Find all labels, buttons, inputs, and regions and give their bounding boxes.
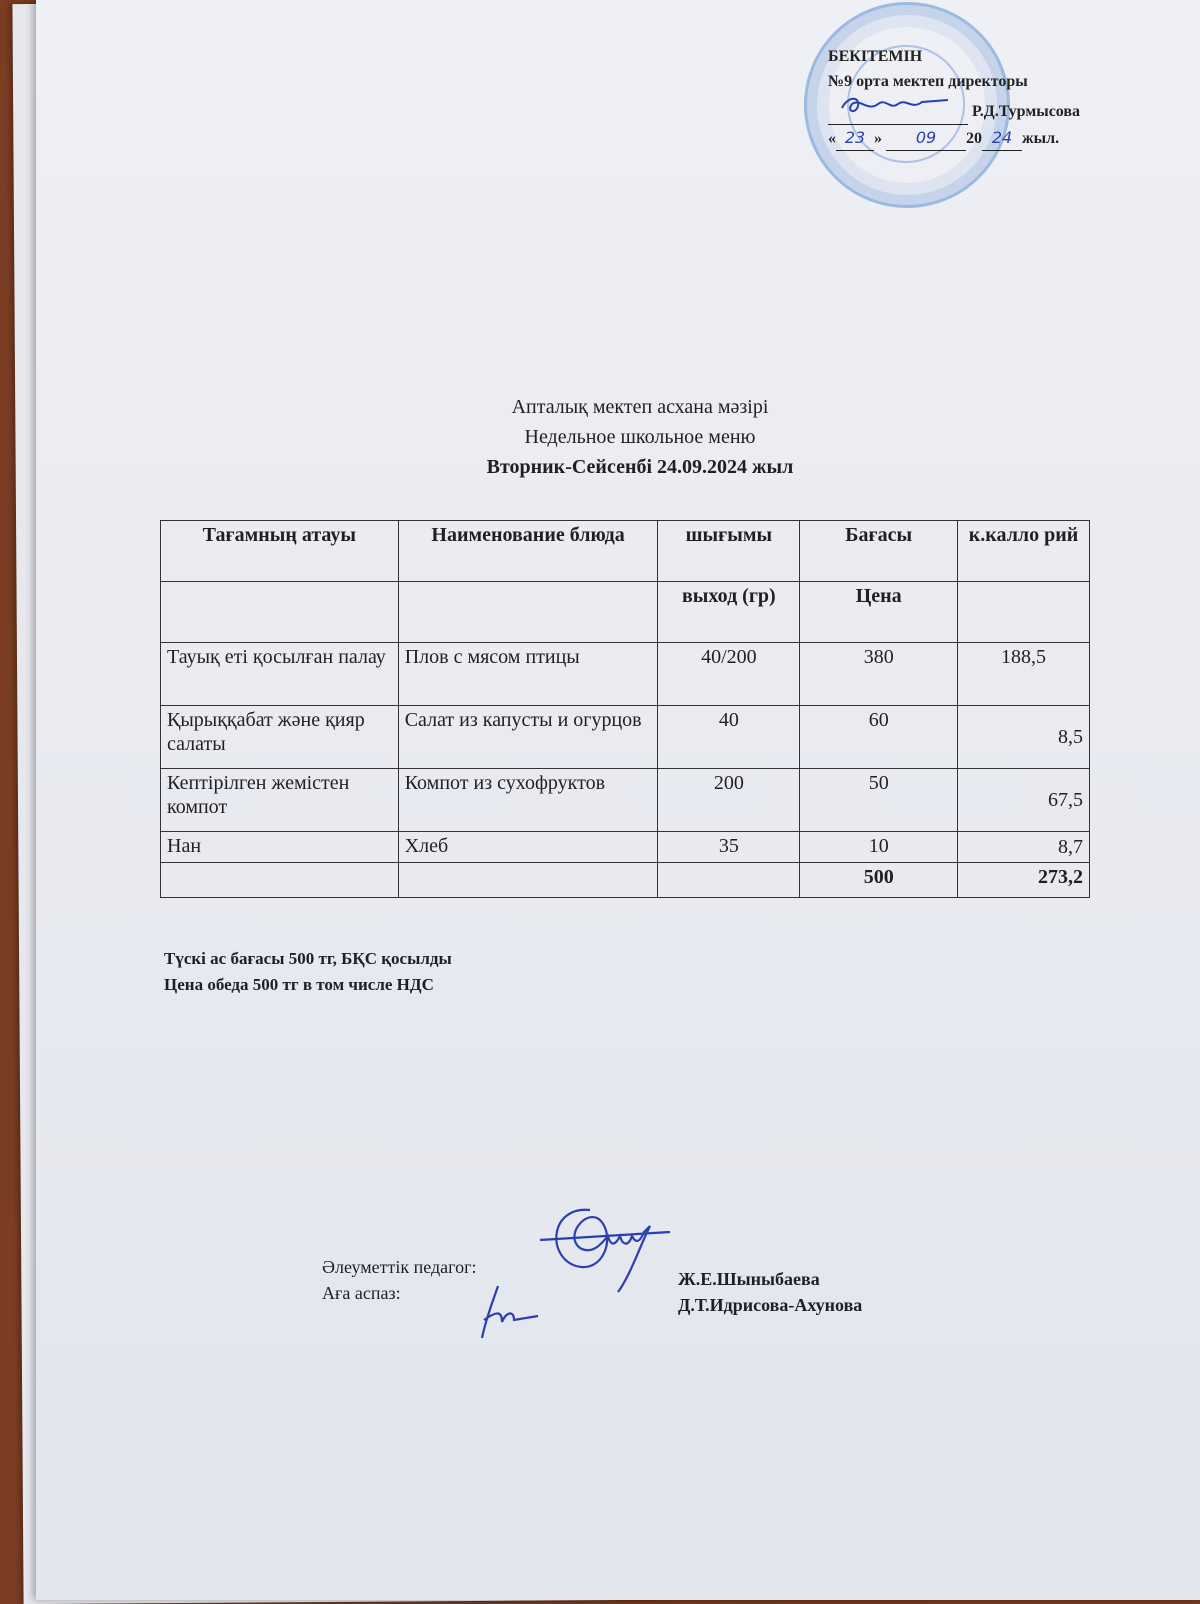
subheader-cell: [398, 582, 658, 643]
dish-price: 10: [800, 832, 958, 863]
dish-name-kz: Нан: [161, 832, 399, 863]
name-head-cook: Д.Т.Идрисова-Ахунова: [678, 1295, 863, 1315]
table-subheader-row: [161, 582, 1090, 643]
total-empty-cell: [398, 863, 658, 898]
dish-output: 40/200: [658, 643, 800, 706]
total-price: 500: [800, 863, 958, 898]
dish-output: 40: [658, 706, 800, 769]
dish-kcal: 8,5: [958, 706, 1090, 769]
signature-names: [678, 1266, 862, 1318]
role-social-pedagogue: Әлеуметтік педагог:: [322, 1257, 477, 1277]
date-year-suffix: жыл.: [1022, 130, 1060, 147]
date-close-quote: »: [874, 130, 882, 147]
dish-name-ru: Салат из капусты и огурцов: [398, 706, 658, 769]
date-year-prefix: 20: [966, 130, 982, 147]
head-cook-signature: [468, 1282, 558, 1342]
total-empty-cell: [161, 863, 399, 898]
subheader-cell: Цена: [800, 582, 958, 643]
header-cell: Бағасы: [800, 521, 958, 582]
title-kazakh: Апталық мектеп асхана мәзірі: [511, 396, 769, 418]
role-head-cook: Аға аспаз:: [322, 1283, 401, 1303]
dish-output: 35: [658, 832, 800, 863]
date-open-quote: «: [828, 130, 836, 147]
menu-titles: [160, 392, 1120, 482]
subheader-cell: [161, 582, 399, 643]
name-social-pedagogue: Ж.Е.Шыныбаева: [678, 1269, 820, 1289]
dish-name-ru: Плов с мясом птицы: [398, 643, 658, 706]
date-year: 24: [982, 125, 1022, 151]
menu-date: Вторник-Сейсенбі 24.09.2024 жыл: [486, 456, 794, 478]
director-signature: [838, 94, 958, 116]
header-cell: Наименование блюда: [398, 521, 658, 582]
date-month: 09: [886, 125, 966, 151]
approval-director-line: [828, 94, 1080, 125]
total-kcal: 273,2: [958, 863, 1090, 898]
approval-position: №9 орта мектеп директоры: [828, 73, 1028, 90]
table-total-row: [161, 863, 1090, 898]
approval-block: [828, 44, 1080, 151]
price-note-ru: Цена обеда 500 тг в том числе НДС: [164, 975, 434, 994]
title-russian: Недельное школьное меню: [524, 426, 756, 448]
dish-name-ru: Компот из сухофруктов: [398, 769, 658, 832]
approval-heading: БЕКІТЕМІН: [828, 48, 923, 65]
dish-output: 200: [658, 769, 800, 832]
header-cell: Тағамның атауы: [161, 521, 399, 582]
dish-kcal: 67,5: [958, 769, 1090, 832]
dish-name-kz: Тауық еті қосылған палау: [161, 643, 399, 706]
director-name: Р.Д.Турмысова: [972, 103, 1081, 120]
dish-name-kz: Кептірілген жемістен компот: [161, 769, 399, 832]
approval-date-line: [828, 125, 1080, 151]
subheader-cell: [958, 582, 1090, 643]
dish-price: 60: [800, 706, 958, 769]
dish-name-ru: Хлеб: [398, 832, 658, 863]
dish-name-kz: Қырыққабат және қияр салаты: [161, 706, 399, 769]
date-day: 23: [836, 125, 874, 151]
signature-roles: [322, 1254, 477, 1306]
total-empty-cell: [658, 863, 800, 898]
table-row: [161, 643, 1090, 706]
subheader-cell: выход (гр): [658, 582, 800, 643]
header-cell: шығымы: [658, 521, 800, 582]
dish-kcal: 188,5: [958, 643, 1090, 706]
dish-price: 380: [800, 643, 958, 706]
director-signature-line: [828, 94, 968, 125]
dish-price: 50: [800, 769, 958, 832]
header-cell: к.калло рий: [958, 521, 1090, 582]
table-row: [161, 832, 1090, 863]
table-row: [161, 706, 1090, 769]
price-note-kz: Түскі ас бағасы 500 тг, БҚС қосылды: [164, 949, 452, 968]
table-row: [161, 769, 1090, 832]
menu-table: [160, 520, 1090, 898]
table-header-row: [161, 521, 1090, 582]
dish-kcal: 8,7: [958, 832, 1090, 863]
price-notes: [164, 946, 452, 998]
